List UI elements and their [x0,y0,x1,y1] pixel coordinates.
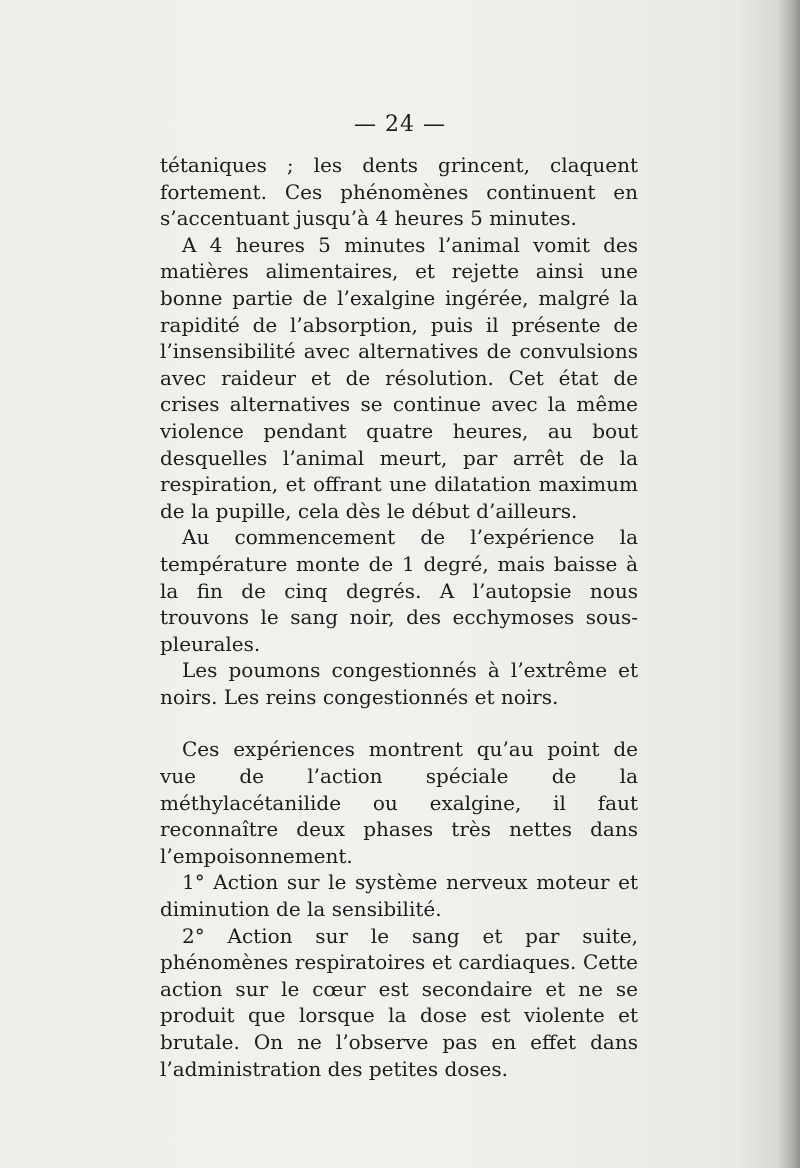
page-edge-shadow [778,0,800,1168]
paragraph-phase-one: 1° Action sur le système nerveux moteur et diminution de la sensibilité. [160,870,638,922]
paragraph-phase-two: 2° Action sur le sang et par suite, phénomènes respiratoires et cardiaques. Cette action sur le cœur est secondaire et ne se produit que lorsque la dose est violente et brutale. On ne l’observe pas en effet dans l’administration des petites doses. [160,923,638,1081]
paragraph-temperature: Au commencement de l’expérience la température monte de 1 degré, mais baisse à la fin de cinq degrés. A l’autopsie nous trouvons le sang noir, des ecchymoses sous-pleurales. [160,525,638,656]
page-number: — 24 — [354,112,446,137]
paragraph-vomiting: A 4 heures 5 minutes l’animal vomit des matières alimentaires, et rejette ainsi une bonne partie de l’exalgine ingérée, malgré la rapidité de l’absorption, puis il présente de l’insensibilité avec alternatives de convulsions avec raideur et de résolution. Cet état de crises alternatives se continue avec la même violence pendant quatre heures, au bout desquelles l’animal meurt, par arrêt de la respiration, et offrant une dilatation maximum de la pupille, cela dès le début d’ailleurs. [160,232,638,523]
paragraph-lungs: Les poumons congestionnés à l’extrême et noirs. Les reins congestionnés et noirs. [160,658,638,709]
body-text [160,152,638,1082]
paragraph-continuation: tétaniques ; les dents grincent, claquent fortement. Ces phénomènes continuent en s’accentuant jusqu’à 4 heures 5 minutes. [160,153,638,231]
paragraph-conclusion: Ces expériences montrent qu’au point de vue de l’action spéciale de la méthylacétanilide ou exalgine, il faut reconnaître deux phases très nettes dans l’empoisonnement. [160,737,638,868]
